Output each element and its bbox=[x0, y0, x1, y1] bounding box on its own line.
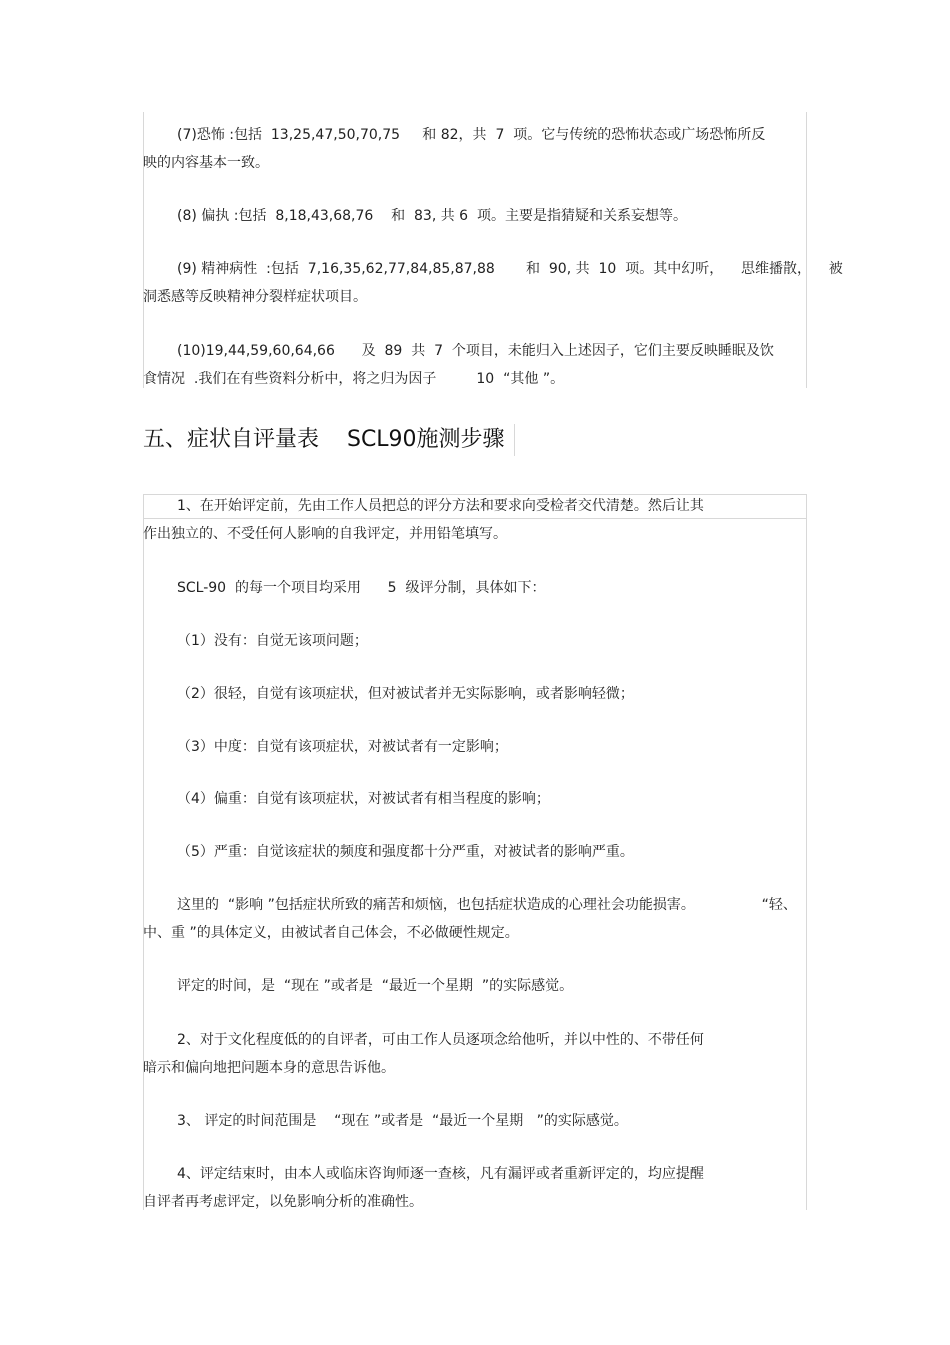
step-3: 3、 评定的时间范围是 “现在 ”或者是 “最近一个星期 ”的实际感觉。 bbox=[177, 1113, 628, 1129]
influence-line-2: 中、重 ”的具体定义，由被试者自己体会，不必做硬性规定。 bbox=[143, 925, 519, 941]
influence-line-1: 这里的 “影响 ”包括症状所致的痛苦和烦恼，也包括症状造成的心理社会功能损害。 “轻、 bbox=[177, 897, 797, 913]
scale-level-2: （2）很轻，自觉有该项症状，但对被试者并无实际影响，或者影响轻微； bbox=[177, 686, 634, 702]
time-note: 评定的时间，是 “现在 ”或者是 “最近一个星期 ”的实际感觉。 bbox=[177, 978, 574, 994]
section-5-heading: 五、症状自评量表 SCL90施测步骤 bbox=[143, 427, 505, 452]
item-9-line-2: 洞悉感等反映精神分裂样症状项目。 bbox=[143, 289, 367, 305]
frame-rule-step1-left bbox=[143, 494, 144, 518]
step-1-line-1: 1、在开始评定前，先由工作人员把总的评分方法和要求向受检者交代清楚。然后让其 bbox=[177, 498, 704, 514]
frame-rule-heading-right bbox=[514, 424, 515, 456]
frame-rule-right-top bbox=[806, 112, 807, 388]
item-7-line-2: 映的内容基本一致。 bbox=[143, 155, 269, 171]
item-8-line-1: (8) 偏执 :包括 8,18,43,68,76 和 83, 共 6 项。主要是指猜疑和关系妄想等。 bbox=[177, 208, 687, 224]
item-10-line-1: (10)19,44,59,60,64,66 及 89 共 7 个项目，未能归入上述因子，它们主要反映睡眠及饮 bbox=[177, 343, 774, 359]
item-10-line-2: 食情况 .我们在有些资料分析中，将之归为因子 10 “其他 ”。 bbox=[143, 371, 565, 387]
step-4-line-2: 自评者再考虑评定，以免影响分析的准确性。 bbox=[143, 1194, 423, 1210]
scale-level-5: （5）严重：自觉该症状的频度和强度都十分严重，对被试者的影响严重。 bbox=[177, 844, 634, 860]
scale-level-3: （3）中度：自觉有该项症状，对被试者有一定影响； bbox=[177, 739, 508, 755]
frame-rule-step1-top bbox=[143, 494, 806, 495]
step-2-line-1: 2、对于文化程度低的的自评者，可由工作人员逐项念给他听，并以中性的、不带任何 bbox=[177, 1032, 704, 1048]
scale-level-4: （4）偏重：自觉有该项症状，对被试者有相当程度的影响； bbox=[177, 791, 550, 807]
item-7-line-1: (7)恐怖 :包括 13,25,47,50,70,75 和 82，共 7 项。它与传统的恐怖状态或广场恐怖所反 bbox=[177, 127, 766, 143]
frame-rule-right-bottom bbox=[806, 494, 807, 1210]
step-2-line-2: 暗示和偏向地把问题本身的意思告诉他。 bbox=[143, 1060, 395, 1076]
item-9-line-1: (9) 精神病性 :包括 7,16,35,62,77,84,85,87,88 和 90, 共 10 项。其中幻听， 思维播散， 被 bbox=[177, 261, 843, 277]
scale-intro: SCL-90 的每一个项目均采用 5 级评分制，具体如下： bbox=[177, 580, 546, 596]
frame-rule-step1-bottom bbox=[143, 518, 806, 519]
frame-rule-left-bottom bbox=[143, 518, 144, 1210]
step-4-line-1: 4、评定结束时，由本人或临床咨询师逐一查核，凡有漏评或者重新评定的，均应提醒 bbox=[177, 1166, 704, 1182]
scale-level-1: （1）没有：自觉无该项问题； bbox=[177, 633, 368, 649]
step-1-line-2: 作出独立的、不受任何人影响的自我评定，并用铅笔填写。 bbox=[143, 526, 507, 542]
